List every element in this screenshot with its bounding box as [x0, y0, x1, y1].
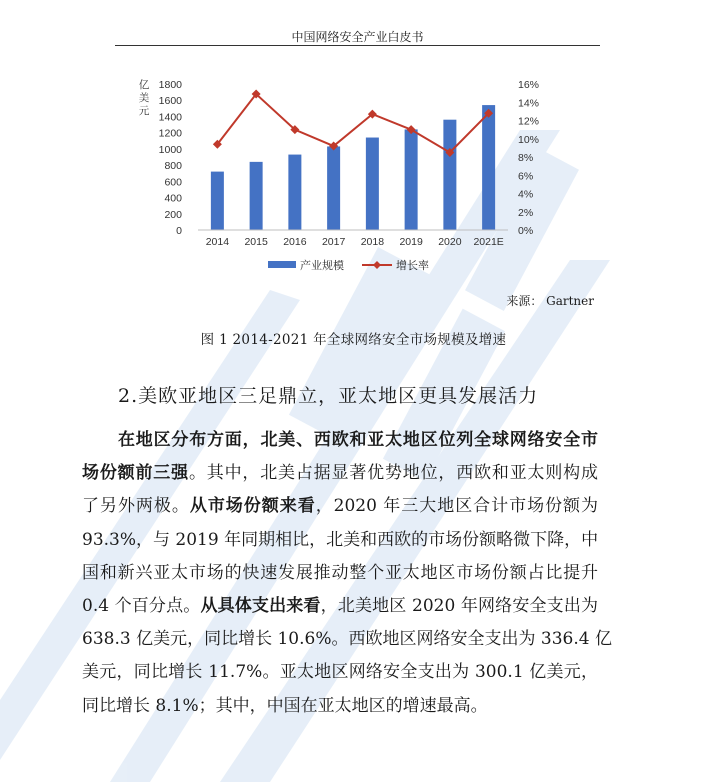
- bar-series: [211, 105, 495, 230]
- paragraph-line: [82, 623, 612, 656]
- bold-phrase: 从市场份额来看: [189, 496, 316, 517]
- x-tick-label: 2014: [205, 236, 230, 248]
- page-header: [115, 0, 600, 46]
- x-tick-label: 2015: [244, 236, 268, 248]
- text-run: 93.3%，与 2019 年同期相比，北美和西欧的市场份额略微下降，中: [82, 529, 599, 550]
- y-axis-label-char: 亿: [138, 79, 150, 91]
- x-tick-label: 2020: [438, 236, 462, 248]
- chart-source: 来源： Gartner: [506, 294, 594, 308]
- y-axis-left-ticks: [159, 79, 183, 237]
- y2-tick-label: 4%: [518, 188, 534, 201]
- bold-phrase: 场份额前三强: [82, 463, 189, 484]
- legend: [268, 258, 429, 272]
- legend-label: 产业规模: [300, 259, 344, 272]
- text-run: 国和新兴亚太市场的快速发展推动整个亚太地区市场份额占比提升: [82, 562, 598, 583]
- text-run: 0.4 个百分点。: [82, 596, 201, 617]
- text-run: 了另外两极。: [82, 496, 190, 517]
- y-axis-label-char: 美: [138, 92, 150, 104]
- y-tick-label: 1000: [158, 143, 182, 156]
- bar: [366, 138, 379, 230]
- y-tick-label: 1800: [158, 79, 182, 91]
- y2-tick-label: 0%: [518, 225, 534, 237]
- header-title: 中国网络安全产业白皮书: [291, 30, 424, 44]
- y2-tick-label: 10%: [518, 133, 540, 146]
- legend-swatch-bar: [268, 261, 296, 268]
- paragraph-line: [82, 590, 598, 623]
- y-axis-right-ticks: [518, 79, 539, 237]
- bar: [482, 105, 495, 230]
- paragraph-line: [82, 490, 598, 523]
- section-heading: 2.美欧亚地区三足鼎立，亚太地区更具发展活力: [118, 385, 539, 407]
- y-tick-label: 0: [176, 225, 182, 237]
- paragraph-line: [82, 656, 598, 689]
- y2-tick-label: 6%: [518, 170, 534, 183]
- x-tick-label: 2016: [283, 236, 307, 248]
- y-tick-label: 200: [164, 208, 182, 221]
- y-axis-label: [139, 78, 150, 117]
- bold-phrase: 在地区分布方面，北美、西欧和亚太地区位列全球网络安全市: [118, 430, 598, 450]
- x-tick-label: 2019: [399, 236, 423, 248]
- x-tick-label: 2017: [321, 236, 346, 248]
- text-run: 同比增长 8.1%；其中，中国在亚太地区的增速最高。: [82, 695, 488, 716]
- y2-tick-label: 12%: [518, 115, 540, 128]
- bold-phrase: 从具体支出来看: [200, 596, 321, 617]
- y2-tick-label: 16%: [518, 79, 540, 91]
- bar: [211, 172, 224, 230]
- y-tick-label: 400: [164, 192, 182, 205]
- bar: [443, 120, 456, 230]
- legend-marker: [373, 261, 381, 269]
- x-tick-label: 2018: [360, 236, 385, 248]
- bar: [250, 162, 263, 230]
- y-axis-label-char: 元: [138, 105, 150, 117]
- body-paragraph: [82, 424, 612, 723]
- y2-tick-label: 14%: [518, 97, 540, 110]
- bar: [327, 146, 340, 230]
- x-axis-ticks: [206, 236, 504, 248]
- y-tick-label: 1600: [158, 95, 182, 108]
- market-chart: [130, 72, 570, 282]
- y-tick-label: 1200: [158, 127, 182, 140]
- text-run: 。其中，北美占据显著优势地位，西欧和亚太则构成: [188, 463, 599, 484]
- text-run: 638.3 亿美元，同比增长 10.6%。西欧地区网络安全支出为 336.4 亿: [82, 629, 612, 650]
- paragraph-line: [82, 690, 598, 723]
- y-tick-label: 1400: [158, 111, 182, 124]
- text-run: ，北美地区 2020 年网络安全支出为: [320, 596, 598, 617]
- y-tick-label: 800: [164, 160, 182, 173]
- paragraph-line: [82, 557, 598, 590]
- bar: [288, 155, 301, 230]
- figure-caption: 图 1 2014-2021 年全球网络安全市场规模及增速: [200, 332, 507, 348]
- y2-tick-label: 8%: [518, 152, 534, 164]
- y-tick-label: 600: [164, 176, 182, 189]
- legend-label: 增长率: [396, 259, 429, 272]
- y2-tick-label: 2%: [518, 206, 534, 219]
- bar: [405, 129, 418, 230]
- text-run: 美元，同比增长 11.7%。亚太地区网络安全支出为 300.1 亿美元，: [82, 662, 598, 683]
- x-tick-label: 2021E: [473, 236, 504, 248]
- paragraph-line: [82, 424, 598, 457]
- text-run: ，2020 年三大地区合计市场份额为: [315, 496, 599, 517]
- paragraph-line: [82, 524, 598, 557]
- paragraph-line: [82, 457, 598, 490]
